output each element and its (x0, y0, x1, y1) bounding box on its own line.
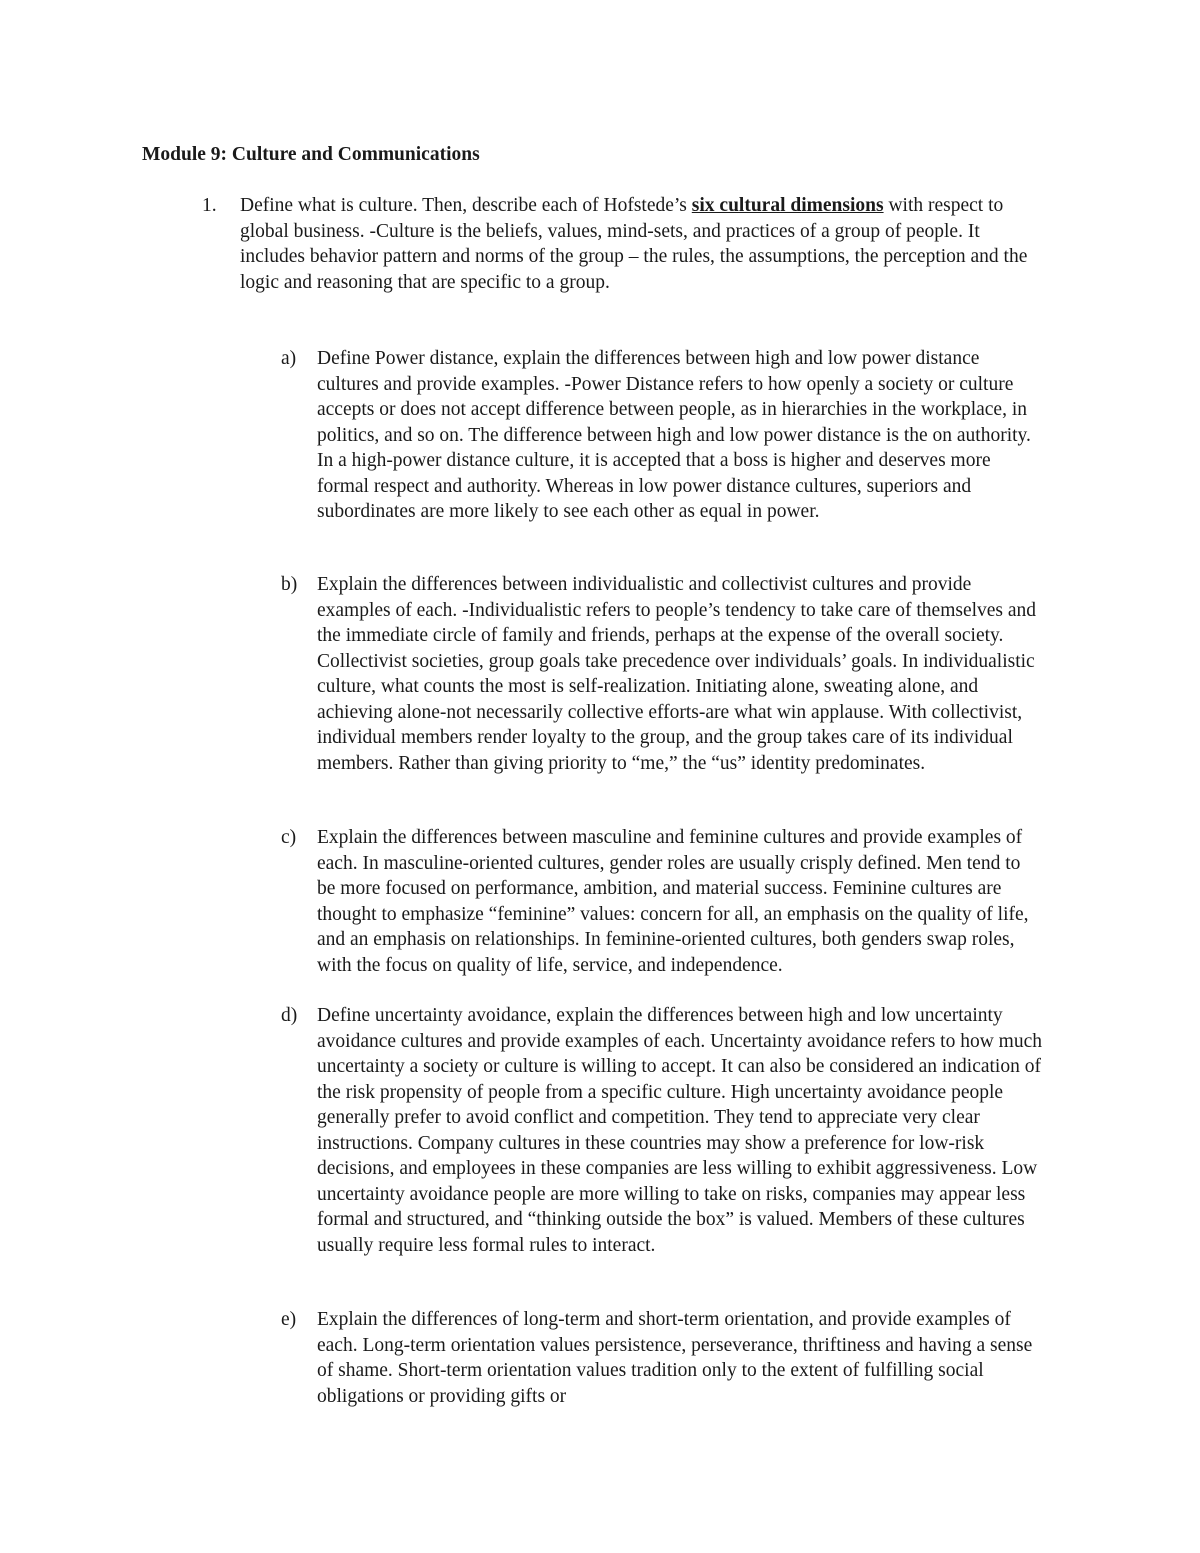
subquestion-a-letter: a) (281, 348, 297, 369)
subquestion-e-letter: e) (281, 1309, 297, 1330)
question-1-number: 1. (202, 195, 217, 216)
subquestion-a (281, 346, 1042, 525)
page-title: Module 9: Culture and Communications (142, 144, 480, 165)
question-1 (202, 193, 1040, 295)
subquestion-c-letter: c) (281, 827, 297, 848)
question-1-text-after: with respect to global business. -Culture is the beliefs, values, mind-sets, and practices of a group of people. It includes behavior pattern and norms of the group – the rules, the assumptions, the perception and the logic and reasoning that are specific to a group. (240, 195, 1028, 293)
subquestion-d-text: Define uncertainty avoidance, explain the differences between high and low uncertainty avoidance cultures and provide examples of each. Uncertainty avoidance refers to how much uncertainty a society or culture is willing to accept. It can also be considered an indication of the risk propensity of people from a specific culture. High uncertainty avoidance people generally prefer to avoid conflict and competition. They tend to appreciate very clear instructions. Company cultures in these countries may show a preference for low-risk decisions, and employees in these companies are less willing to exhibit aggressiveness. Low uncertainty avoidance people are more willing to take on risks, companies may appear less formal and structured, and “thinking outside the box” is valued. Members of these cultures usually require less formal rules to interact. (317, 1005, 1042, 1256)
question-1-emphasis: six cultural dimensions (691, 195, 884, 216)
subquestion-b-text: Explain the differences between individualistic and collectivist cultures and provide examples of each. -Individualistic refers to people’s tendency to take care of themselves and the immediate circle of family and friends, perhaps at the expense of the overall society. Collectivist societies, group goals take precedence over individuals’ goals. In individualistic culture, what counts the most is self-realization. Initiating alone, sweating alone, and achieving alone-not necessarily collective efforts-are what win applause. With collectivist, individual members render loyalty to the group, and the group takes care of its individual members. Rather than giving priority to “me,” the “us” identity predominates. (317, 574, 1037, 774)
question-1-text-before: Define what is culture. Then, describe each of Hofstede’s (240, 195, 692, 216)
subquestion-e (281, 1307, 1042, 1409)
subquestion-c-text: Explain the differences between masculine and feminine cultures and provide examples of each. In masculine-oriented cultures, gender roles are usually crisply defined. Men tend to be more focused on performance, ambition, and material success. Feminine cultures are thought to emphasize “feminine” values: concern for all, an emphasis on the quality of life, and an emphasis on relationships. In feminine-oriented cultures, both genders swap roles, with the focus on quality of life, service, and independence. (317, 827, 1029, 976)
subquestion-e-text: Explain the differences of long-term and short-term orientation, and provide examples of each. Long-term orientation values persistence, perseverance, thriftiness and having a sense of shame. Short-term orientation values tradition only to the extent of fulfilling social obligations or providing gifts or (317, 1309, 1033, 1407)
subquestion-d-letter: d) (281, 1005, 298, 1026)
subquestion-c (281, 825, 1042, 978)
subquestion-b-letter: b) (281, 574, 298, 595)
subquestion-a-text: Define Power distance, explain the differences between high and low power distance cultures and provide examples. -Power Distance refers to how openly a society or culture accepts or does not accept difference between people, as in hierarchies in the workplace, in politics, and so on. The difference between high and low power distance is the on authority. In a high-power distance culture, it is accepted that a boss is higher and deserves more formal respect and authority. Whereas in low power distance cultures, superiors and subordinates are more likely to see each other as equal in power. (317, 348, 1031, 522)
subquestion-d (281, 1003, 1042, 1258)
subquestion-b (281, 572, 1042, 776)
